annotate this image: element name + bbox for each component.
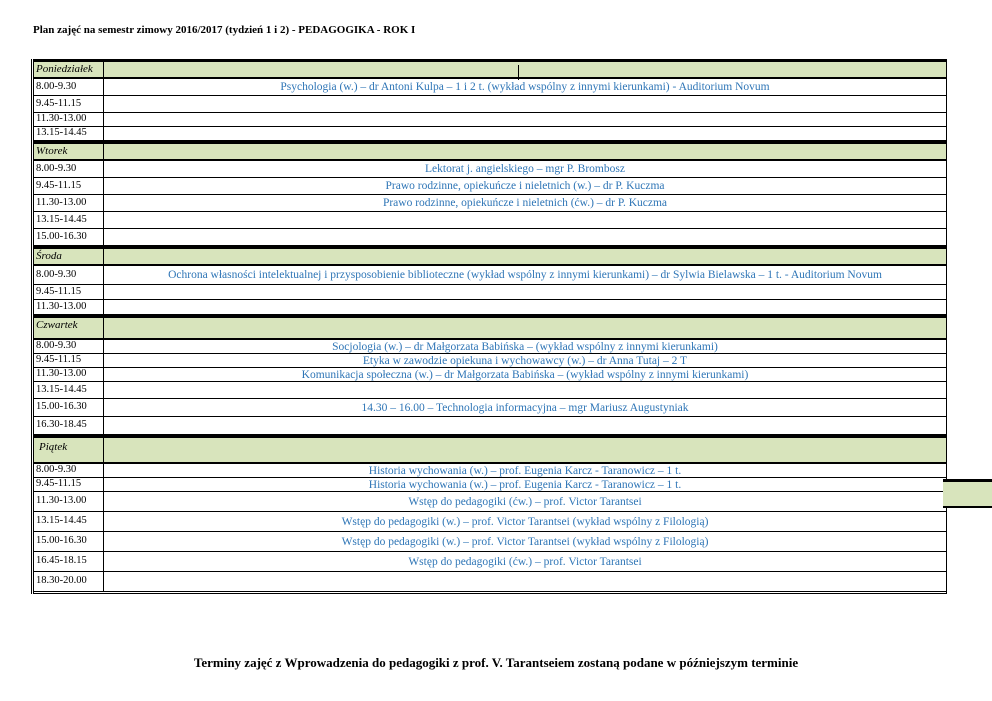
slot-subject bbox=[104, 285, 946, 299]
day-section-monday bbox=[34, 59, 946, 141]
day-header bbox=[34, 62, 946, 79]
time-slot-row bbox=[34, 512, 946, 532]
slot-subject: Historia wychowania (w.) – prof. Eugenia Karcz - Taranowicz – 1 t. bbox=[368, 464, 682, 477]
day-section-friday bbox=[34, 435, 946, 594]
slot-time: 9.45-11.15 bbox=[34, 96, 104, 112]
day-label: Piątek bbox=[34, 438, 104, 462]
slot-time: 13.15-14.45 bbox=[34, 382, 104, 398]
slot-subject bbox=[104, 127, 946, 140]
time-slot-row bbox=[34, 399, 946, 417]
time-slot-row bbox=[34, 368, 946, 382]
slot-time: 13.15-14.45 bbox=[34, 127, 104, 140]
time-slot-row bbox=[34, 285, 946, 300]
time-slot-row bbox=[34, 96, 946, 113]
time-slot-row bbox=[34, 212, 946, 229]
slot-subject: Etyka w zawodzie opiekuna i wychowawcy (w.) – dr Anna Tutaj – 2 T bbox=[362, 354, 688, 367]
slot-time: 8.00-9.30 bbox=[34, 79, 104, 95]
slot-subject: Lektorat j. angielskiego – mgr P. Brombosz bbox=[425, 163, 625, 175]
slot-time: 15.00-16.30 bbox=[34, 399, 104, 416]
slot-subject: Wstęp do pedagogiki (w.) – prof. Victor Tarantsei (wykład wspólny z Filologią) bbox=[341, 535, 709, 548]
slot-subject: Komunikacja społeczna (w.) – dr Małgorzata Babińska – (wykład wspólny z innymi kierunkami) bbox=[301, 368, 749, 381]
slot-time: 11.30-13.00 bbox=[34, 368, 104, 381]
slot-time: 11.30-13.00 bbox=[34, 195, 104, 211]
day-section-wednesday bbox=[34, 246, 946, 315]
day-label: Wtorek bbox=[34, 144, 104, 159]
time-slot-row bbox=[34, 464, 946, 478]
time-slot-row bbox=[34, 79, 946, 96]
slot-subject: Socjologia (w.) – dr Małgorzata Babińska – (wykład wspólny z innymi kierunkami) bbox=[332, 340, 718, 353]
slot-time: 13.15-14.45 bbox=[34, 212, 104, 228]
slot-time: 9.45-11.15 bbox=[34, 354, 104, 367]
day-label: Czwartek bbox=[34, 318, 104, 338]
day-header-fill bbox=[104, 62, 946, 77]
time-slot-row bbox=[34, 572, 946, 594]
slot-time: 18.30-20.00 bbox=[34, 572, 104, 591]
slot-subject: 14.30 – 16.00 – Technologia informacyjna – mgr Mariusz Augustyniak bbox=[361, 401, 689, 414]
slot-time: 11.30-13.00 bbox=[34, 492, 104, 511]
time-slot-row bbox=[34, 266, 946, 285]
slot-subject: Ochrona własności intelektualnej i przysposobienie biblioteczne (wykład wspólny z innymi kierunkami) – dr Sylwia Bielawska – 1 t. - Auditorium Novum bbox=[168, 269, 882, 281]
time-slot-row bbox=[34, 229, 946, 246]
slot-time: 9.45-11.15 bbox=[34, 285, 104, 299]
slot-subject bbox=[104, 572, 946, 591]
slot-subject: Historia wychowania (w.) – prof. Eugenia Karcz - Taranowicz – 1 t. bbox=[368, 478, 682, 491]
day-section-tuesday bbox=[34, 141, 946, 246]
day-header bbox=[34, 249, 946, 266]
time-slot-row bbox=[34, 300, 946, 315]
slot-subject bbox=[104, 382, 946, 398]
footer-note: Terminy zajęć z Wprowadzenia do pedagogiki z prof. V. Tarantseiem zostaną podane w późniejszym terminie bbox=[193, 655, 799, 670]
slot-subject bbox=[104, 96, 946, 112]
slot-time: 8.00-9.30 bbox=[34, 464, 104, 477]
time-slot-row bbox=[34, 161, 946, 178]
day-header bbox=[34, 144, 946, 161]
slot-subject: Prawo rodzinne, opiekuńcze i nieletnich (ćw.) – dr P. Kuczma bbox=[382, 197, 668, 209]
day-header bbox=[34, 438, 946, 464]
time-slot-row bbox=[34, 552, 946, 572]
time-slot-row bbox=[34, 340, 946, 354]
slot-time: 15.00-16.30 bbox=[34, 229, 104, 245]
slot-time: 8.00-9.30 bbox=[34, 340, 104, 353]
time-slot-row bbox=[34, 382, 946, 399]
slot-time: 11.30-13.00 bbox=[34, 300, 104, 314]
slot-subject: Wstęp do pedagogiki (ćw.) – prof. Victor Tarantsei bbox=[408, 555, 642, 568]
slot-subject: Psychologia (w.) – dr Antoni Kulpa – 1 i 2 t. (wykład wspólny z innymi kierunkami) - Auditorium Novum bbox=[280, 81, 770, 93]
day-header-fill bbox=[104, 438, 946, 462]
slot-subject bbox=[104, 113, 946, 126]
time-slot-row bbox=[34, 417, 946, 435]
time-slot-row bbox=[34, 532, 946, 552]
slot-time: 13.15-14.45 bbox=[34, 512, 104, 531]
slot-time: 16.30-18.45 bbox=[34, 417, 104, 434]
day-label: Środa bbox=[34, 249, 104, 264]
slot-time: 8.00-9.30 bbox=[34, 266, 104, 284]
slot-time: 15.00-16.30 bbox=[34, 532, 104, 551]
time-slot-row bbox=[34, 354, 946, 368]
time-slot-row bbox=[34, 492, 946, 512]
slot-subject bbox=[104, 417, 946, 434]
time-slot-row bbox=[34, 127, 946, 141]
day-header bbox=[34, 318, 946, 340]
friday-header-extension bbox=[943, 479, 992, 508]
slot-subject bbox=[104, 212, 946, 228]
slot-time: 9.45-11.15 bbox=[34, 478, 104, 491]
day-header-fill bbox=[104, 249, 946, 264]
time-slot-row bbox=[34, 478, 946, 492]
day-label: Poniedziałek bbox=[34, 62, 104, 77]
slot-time: 11.30-13.00 bbox=[34, 113, 104, 126]
slot-subject: Prawo rodzinne, opiekuńcze i nieletnich (w.) – dr P. Kuczma bbox=[385, 180, 665, 192]
day-header-fill bbox=[104, 318, 946, 338]
slot-subject: Wstęp do pedagogiki (ćw.) – prof. Victor Tarantsei bbox=[408, 495, 642, 508]
time-slot-row bbox=[34, 113, 946, 127]
slot-time: 8.00-9.30 bbox=[34, 161, 104, 177]
day-section-thursday bbox=[34, 315, 946, 435]
page-title: Plan zajęć na semestr zimowy 2016/2017 (tydzień 1 i 2) - PEDAGOGIKA - ROK I bbox=[33, 24, 416, 36]
slot-subject: Wstęp do pedagogiki (w.) – prof. Victor Tarantsei (wykład wspólny z Filologią) bbox=[341, 515, 709, 528]
slot-time: 9.45-11.15 bbox=[34, 178, 104, 194]
slot-time: 16.45-18.15 bbox=[34, 552, 104, 571]
schedule-table bbox=[31, 59, 947, 594]
slot-subject bbox=[104, 300, 946, 314]
header-divider bbox=[518, 65, 519, 80]
day-header-fill bbox=[104, 144, 946, 159]
slot-subject bbox=[104, 229, 946, 245]
time-slot-row bbox=[34, 178, 946, 195]
time-slot-row bbox=[34, 195, 946, 212]
